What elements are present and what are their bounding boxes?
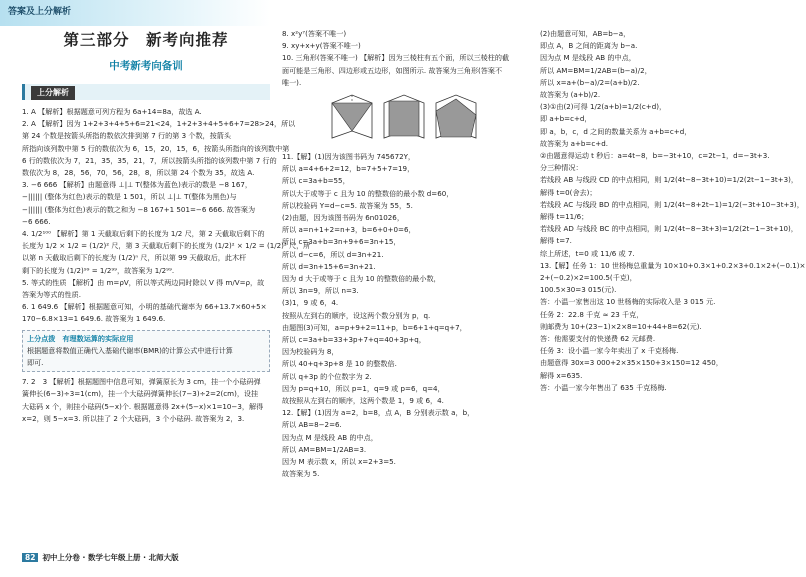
answer-line: 170−6.8×13=1 649.6. 故答案为 1 649.6.	[22, 314, 166, 324]
answer-line: 答：他需要支付的快递费 62 元邮费.	[540, 334, 656, 344]
answer-line: 11.【解】(1)因为该图书码为 745672Y，	[282, 152, 416, 162]
answer-line: −|||||| (整体为红色)表示的数之和为 −8 167+1 501=−6 666. 故答案为	[22, 204, 256, 214]
answer-line: 2+(−0.2)×2=100.5(千克)，	[540, 273, 637, 283]
answer-line: 4. 1/2¹⁰⁰ 【解析】第 1 天截取后剩下的长度为 1/2 尺，第 2 天截取后剩下的	[22, 229, 265, 239]
answer-line: 即 a，b，c，d 之间的数量关系为 a+b=c+d，	[540, 126, 692, 136]
answer-line: 面可能是三角形、四边形或五边形，如图所示. 故答案为三角形(答案不	[282, 65, 503, 75]
answer-line: 解得 x=635.	[540, 370, 583, 380]
answer-line: 故按照从左到右的顺序，这两个数是 1，9 或 6，4.	[282, 396, 444, 406]
answer-line: 所以 40+q+3p+8 是 10 的整数倍.	[282, 359, 397, 369]
answer-line: 6 行的数依次为 7，21，35，35，21，7，所以按箭头所指的该列数中第 7 行的	[22, 155, 277, 165]
answer-line: 9. xy+x+y(答案不唯一)	[282, 41, 361, 51]
answer-line: 因为点 M 是线段 AB 的中点，	[282, 432, 378, 442]
answer-line: 因为 M 表示数 x，所以 x=2+3=5.	[282, 457, 396, 467]
answer-line: 所以 x=a+(b−a)/2=(a+b)/2.	[540, 77, 640, 87]
answer-line: 簧伸长(6−3)÷3=1(cm)，挂一个大砝码弹簧伸长(7−3)÷2=2(cm)，设挂	[22, 389, 259, 399]
answer-line: 答：小温一家售出这 10 世杨梅的实际收入是 3 015 元.	[540, 297, 716, 307]
answer-line: 所指向该列数中第 5 行的数依次为 6，15，20，15，6，按箭头所指向的该列数中第	[22, 143, 290, 153]
answer-line: 数依次为 8，28，56，70，56，28，8，所以第 24 个数为 35，故选 A.	[22, 168, 255, 178]
answer-line: 6. 1 649.6 【解析】根据题意可知，小明的基础代谢率为 66+13.7×60+5×	[22, 302, 267, 312]
answer-line: 故答案为 5.	[282, 469, 320, 479]
answer-line: 若线段 AC 与线段 BD 的中点相同，则 1/2(4t−8+2t−1)=1/2(−3t+10−3t+3)，	[540, 199, 804, 209]
prism-pentagon-section	[431, 93, 481, 143]
answer-line: 故答案为 (a+b)/2.	[540, 90, 601, 100]
answer-line: 所以 c=3a+b=3n+9+6=3n+15，	[282, 237, 401, 247]
answer-line: 所以 c=3a+b=33+3p+7+q=40+3p+q，	[282, 335, 426, 345]
answer-line: 若线段 AD 与线段 BC 的中点相同，则 1/2(4t−8−3t+3)=1/2(2t−1−3t+10)，	[540, 224, 798, 234]
answer-line: x=2，则 5−x=3. 所以挂了 2 个大砝码，3 个小砝码. 故答案为 2，3.	[22, 413, 245, 423]
answer-line: (3)1，9 或 6，4.	[282, 298, 339, 308]
answer-line: (3)①由(2)可得 1/2(a+b)=1/2(c+d)，	[540, 102, 667, 112]
answer-line: 所以大于或等于 c 且为 10 的整数倍的最小数 d=60，	[282, 188, 454, 198]
right-column	[540, 28, 806, 394]
prism-quad-section	[379, 93, 429, 143]
answer-line: −6 666.	[22, 216, 51, 226]
answer-line: 第 24 个数是按箭头所指的数依次排到第 7 行的第 3 个数，按箭头	[22, 131, 231, 141]
answer-line: 任务 3：设小温一家今年卖出了 x 千克杨梅.	[540, 346, 679, 356]
middle-answer-lines-2	[282, 151, 528, 480]
answer-line: 综上所述，t=0 或 11/6 或 7.	[540, 248, 635, 258]
answer-line: 所以 c=3a+b=55，	[282, 176, 350, 186]
right-answer-lines	[540, 28, 806, 394]
answer-line: 7. 2 3 【解析】根据题图中信息可知，弹簧原长为 3 cm，挂一个小砝码弹	[22, 377, 261, 387]
answer-line: 所以校验码 Y=d−c=5. 故答案为 55，5.	[282, 200, 413, 210]
prism-triangle-section	[327, 93, 377, 143]
answer-line: (2)由题，因为该图书码为 6n01026，	[282, 213, 404, 223]
answer-line: 所以 AM=BM=1/2AB=(b−a)/2，	[540, 65, 652, 75]
answer-line: 因为校验码为 8，	[282, 347, 339, 357]
answer-line: ②由题意得运动 t 秒后：a=4t−8，b=−3t+10，c=2t−1，d=−3t+3.	[540, 151, 770, 161]
answer-line: (2)由题意可知，AB=b−a，	[540, 29, 631, 38]
book-title: 初中上分卷 · 数学七年级上册 · 北师大版	[42, 553, 179, 562]
middle-column	[282, 28, 528, 481]
answer-line: 因为 d 大于或等于 c 且为 10 的整数倍的最小数，	[282, 274, 441, 284]
answer-line: 答：小温一家今年售出了 635 千克杨梅.	[540, 382, 667, 392]
answer-line: 13.【解】任务 1：10 世杨梅总重量为 10×10+0.3×1+0.2×3+0.1×2+(−0.1)×	[540, 260, 806, 270]
answer-line: 所以 AB=8−2=6.	[282, 420, 342, 430]
page-footer	[22, 552, 179, 563]
answer-line: 所以 d=3n+15+6=3n+21.	[282, 261, 376, 271]
answer-line: 12.【解】(1)因为 a=2，b=8，点 A，B 分别表示数 a，b，	[282, 408, 475, 418]
answer-line: 即点 A，B 之间的距离为 b−a.	[540, 41, 638, 51]
tip-title: 上分点拨 有理数运算的实际应用	[27, 333, 134, 343]
answer-line: 5. 等式的性质 【解析】由 m=ρV，所以等式两边同时除以 V 得 m/V=ρ，故	[22, 277, 265, 287]
left-answer-lines-2	[22, 376, 270, 425]
answer-line: 所以 a=4+6+2=12，b=7+5+7=19，	[282, 164, 415, 174]
answer-line: 唯一).	[282, 77, 302, 87]
answer-line: 即 a+b=c+d，	[540, 114, 592, 124]
answer-line: 3. −6 666 【解析】由题意得 ⊥|⊥ T(整体为蓝色)表示的数是 −8 167，	[22, 180, 252, 190]
answer-line: 所以 d−c=6，所以 d=3n+21.	[282, 249, 384, 259]
answer-line: 1. A 【解析】根据题意可列方程为 6a+14=8a，故选 A.	[22, 107, 202, 116]
prism-sections-figure	[327, 93, 477, 145]
answer-line: 由题意得 30x=3 000+2×35×150+3×150=12 450，	[540, 358, 723, 368]
section-badge: 上分解析	[31, 86, 75, 100]
answer-line: 因为点 M 是线段 AB 的中点，	[540, 53, 636, 63]
tip-line: 即可.	[27, 358, 44, 368]
running-header	[0, 0, 800, 26]
answer-line: 则邮费为 10+(23−1)×2×8=10+44+8=62(元).	[540, 321, 702, 331]
answer-line: 解得 t=7.	[540, 236, 572, 246]
answer-line: 2. A 【解析】因为 1+2+3+4+5+6=21<24，1+2+3+4+5+6+7=28>24，所以	[22, 119, 296, 129]
section-subtitle: 中考新考向备训	[109, 60, 183, 72]
running-title: 答案及上分解析	[8, 7, 72, 17]
answer-line: 解得 t=11/6；	[540, 212, 589, 222]
answer-line: 由题图(3)可知，a=p+9+2=11+p，b=6+1+q=q+7，	[282, 322, 467, 332]
tip-box	[22, 330, 270, 373]
answer-line: 故答案为 a+b=c+d.	[540, 138, 608, 148]
answer-line: 大砝码 x 个，则挂小砝码(5−x)个. 根据题意得 2x+(5−x)×1=10−3，解得	[22, 401, 264, 411]
answer-line: 以第 n 天截取后剩下的长度为 (1/2)ⁿ 尺，所以第 99 天截取后，此木杆	[22, 253, 247, 263]
answer-line: 分三种情况：	[540, 163, 583, 173]
tip-line: 根据题意将数值正确代入基础代谢率(BMR)的计算公式中进行计算	[27, 345, 233, 355]
answer-line: 所以 a=n+1+2=n+3，b=6+0+0=6，	[282, 225, 416, 235]
answer-line: 任务 2：22.8 千克 ≈ 23 千克，	[540, 309, 644, 319]
answer-line: 解得 t=0(舍去)；	[540, 187, 597, 197]
answer-line: 按照从左到右的顺序，设这两个数分别为 p，q.	[282, 310, 431, 320]
answer-line: −|||||| (整体为红色)表示的数是 1 501，所以 ⊥|⊥ T(整体为黑色)与	[22, 192, 237, 202]
part-title: 第三部分 新考向推荐	[63, 30, 229, 49]
page-number: 82	[22, 553, 38, 562]
answer-line: 8. x²y⁷(答案不唯一)	[282, 29, 347, 38]
answer-line: 所以 q+3p 的个位数字为 2.	[282, 371, 372, 381]
middle-answer-lines	[282, 28, 528, 89]
answer-line: 所以 AM=BM=1/2AB=3.	[282, 444, 367, 454]
answer-line: 100.5×30=3 015(元).	[540, 285, 617, 295]
answer-line: 若线段 AB 与线段 CD 的中点相同，则 1/2(4t−8−3t+10)=1/2(2t−1−3t+3)，	[540, 175, 798, 185]
answer-line: 因为 p=q+10，所以 p=1，q=9 或 p=6，q=4，	[282, 383, 445, 393]
section-band	[22, 84, 270, 100]
answer-line: 答案为等式的性质.	[22, 290, 82, 300]
answer-line: 剩下的长度为 (1/2)⁹⁹ = 1/2⁹⁹，故答案为 1/2⁹⁹.	[22, 265, 175, 275]
answer-line: 10. 三角形(答案不唯一) 【解析】因为三棱柱有五个面，所以三棱柱的截	[282, 53, 510, 63]
answer-line: 长度为 1/2 × 1/2 = (1/2)² 尺，第 3 天截取后剩下的长度为 (1/2)² × 1/2 = (1/2)³ 尺，所	[22, 241, 311, 251]
answer-line: 所以 3n=9，所以 n=3.	[282, 286, 359, 296]
